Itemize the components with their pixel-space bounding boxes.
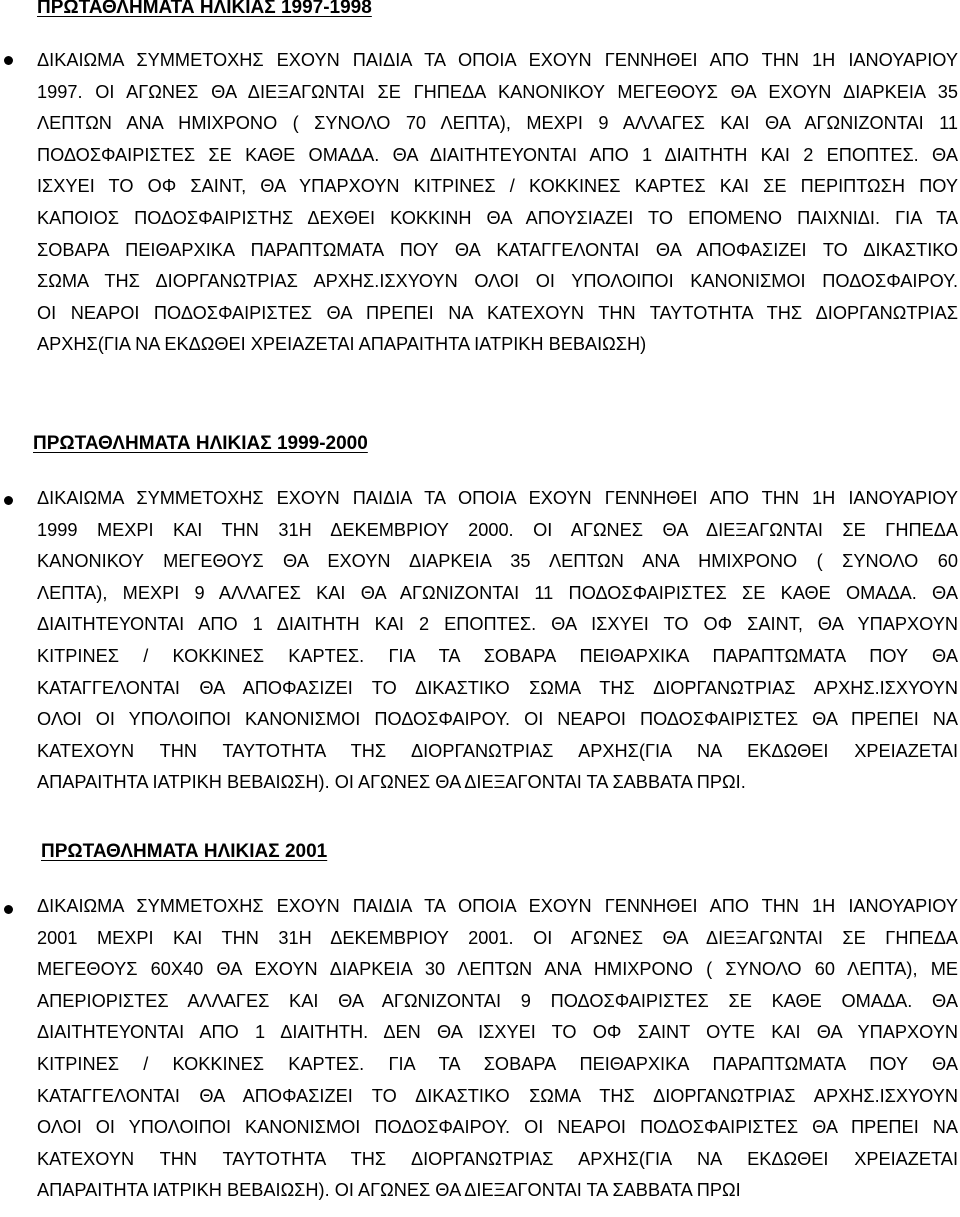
paragraph-line: ΔΙΑΙΤΗΤΕΥΟΝΤΑΙ ΑΠΟ 1 ΔΙΑΙΤΗΤΗ. ΔΕΝ ΘΑ ΙΣΧΥΕΙ ΤΟ ΟΦ ΣΑΙΝΤ ΟΥΤΕ ΚΑΙ ΘΑ ΥΠΑΡΧΟΥΝ (37, 1022, 958, 1043)
bullet-icon (4, 496, 13, 505)
paragraph-line: ΑΠΑΡΑΙΤΗΤΑ ΙΑΤΡΙΚΗ ΒΕΒΑΙΩΣΗ). ΟΙ ΑΓΩΝΕΣ ΘΑ ΔΙΕΞΑΓΟΝΤΑΙ ΤΑ ΣΑΒΒΑΤΑ ΠΡΩΙ (37, 1180, 741, 1201)
paragraph-line: ΑΡΧΗΣ(ΓΙΑ ΝΑ ΕΚΔΩΘΕΙ ΧΡΕΙΑΖΕΤΑΙ ΑΠΑΡΑΙΤΗΤΑ ΙΑΤΡΙΚΗ ΒΕΒΑΙΩΣΗ) (37, 334, 647, 355)
paragraph-line: ΠΟΔΟΣΦΑΙΡΙΣΤΕΣ ΣΕ ΚΑΘΕ ΟΜΑΔΑ. ΘΑ ΔΙΑΙΤΗΤΕΥΟΝΤΑΙ ΑΠΟ 1 ΔΙΑΙΤΗΤΗ ΚΑΙ 2 ΕΠΟΠΤΕΣ. ΘΑ (37, 144, 958, 165)
section-paragraph-1999-2000 (37, 483, 958, 799)
paragraph-line: ΟΙ ΝΕΑΡΟΙ ΠΟΔΟΣΦΑΙΡΙΣΤΕΣ ΘΑ ΠΡΕΠΕΙ ΝΑ ΚΑΤΕΧΟΥΝ ΤΗΝ ΤΑΥΤΟΤΗΤΑ ΤΗΣ ΔΙΟΡΓΑΝΩΤΡΙΑΣ (37, 302, 958, 323)
paragraph-line: ΚΙΤΡΙΝΕΣ / ΚΟΚΚΙΝΕΣ ΚΑΡΤΕΣ. ΓΙΑ ΤΑ ΣΟΒΑΡΑ ΠΕΙΘΑΡΧΙΚΑ ΠΑΡΑΠΤΩΜΑΤΑ ΠΟΥ ΘΑ (37, 1053, 958, 1074)
bullet-icon (4, 56, 13, 65)
paragraph-line: ΚΑΤΕΧΟΥΝ ΤΗΝ ΤΑΥΤΟΤΗΤΑ ΤΗΣ ΔΙΟΡΓΑΝΩΤΡΙΑΣ ΑΡΧΗΣ(ΓΙΑ ΝΑ ΕΚΔΩΘΕΙ ΧΡΕΙΑΖΕΤΑΙ (37, 1148, 958, 1169)
bullet-icon (4, 905, 13, 914)
paragraph-line: ΟΛΟΙ ΟΙ ΥΠΟΛΟΙΠΟΙ ΚΑΝΟΝΙΣΜΟΙ ΠΟΔΟΣΦΑΙΡΟΥ. ΟΙ ΝΕΑΡΟΙ ΠΟΔΟΣΦΑΙΡΙΣΤΕΣ ΘΑ ΠΡΕΠΕΙ ΝΑ (37, 1117, 958, 1138)
paragraph-line: ΚΑΠΟΙΟΣ ΠΟΔΟΣΦΑΙΡΙΣΤΗΣ ΔΕΧΘΕΙ ΚΟΚΚΙΝΗ ΘΑ ΑΠΟΥΣΙΑΖΕΙ ΤΟ ΕΠΟΜΕΝΟ ΠΑΙΧΝΙΔΙ. ΓΙΑ ΤΑ (37, 207, 958, 228)
paragraph-line: 2001 ΜΕΧΡΙ ΚΑΙ ΤΗΝ 31Η ΔΕΚΕΜΒΡΙΟΥ 2001. ΟΙ ΑΓΩΝΕΣ ΘΑ ΔΙΕΞΑΓΩΝΤΑΙ ΣΕ ΓΗΠΕΔΑ (37, 927, 958, 948)
section-heading-1997-1998: ΠΡΩΤΑΘΛΗΜΑΤΑ ΗΛΙΚΙΑΣ 1997-1998 (37, 0, 372, 18)
paragraph-line: ΑΠΕΡΙΟΡΙΣΤΕΣ ΑΛΛΑΓΕΣ ΚΑΙ ΘΑ ΑΓΩΝΙΖΟΝΤΑΙ 9 ΠΟΔΟΣΦΑΙΡΙΣΤΕΣ ΣΕ ΚΑΘΕ ΟΜΑΔΑ. ΘΑ (37, 990, 958, 1011)
paragraph-line: ΣΟΒΑΡΑ ΠΕΙΘΑΡΧΙΚΑ ΠΑΡΑΠΤΩΜΑΤΑ ΠΟΥ ΘΑ ΚΑΤΑΓΓΕΛΟΝΤΑΙ ΘΑ ΑΠΟΦΑΣΙΖΕΙ ΤΟ ΔΙΚΑΣΤΙΚΟ (37, 239, 958, 260)
paragraph-line: ΚΑΤΑΓΓΕΛΟΝΤΑΙ ΘΑ ΑΠΟΦΑΣΙΖΕΙ ΤΟ ΔΙΚΑΣΤΙΚΟ ΣΩΜΑ ΤΗΣ ΔΙΟΡΓΑΝΩΤΡΙΑΣ ΑΡΧΗΣ.ΙΣΧΥΟΥΝ (37, 1085, 958, 1106)
paragraph-line: ΔΙΚΑΙΩΜΑ ΣΥΜΜΕΤΟΧΗΣ ΕΧΟΥΝ ΠΑΙΔΙΑ ΤΑ ΟΠΟΙΑ ΕΧΟΥΝ ΓΕΝΝΗΘΕΙ ΑΠΟ ΤΗΝ 1Η ΙΑΝΟΥΑΡΙΟΥ (37, 50, 958, 70)
paragraph-line: ΑΠΑΡΑΙΤΗΤΑ ΙΑΤΡΙΚΗ ΒΕΒΑΙΩΣΗ). ΟΙ ΑΓΩΝΕΣ ΘΑ ΔΙΕΞΑΓΟΝΤΑΙ ΤΑ ΣΑΒΒΑΤΑ ΠΡΩΙ. (37, 772, 746, 793)
paragraph-line: ΛΕΠΤΩΝ ΑΝΑ ΗΜΙΧΡΟΝΟ ( ΣΥΝΟΛΟ 70 ΛΕΠΤΑ), ΜΕΧΡΙ 9 ΑΛΛΑΓΕΣ ΚΑΙ ΘΑ ΑΓΩΝΙΖΟΝΤΑΙ 11 (37, 113, 958, 134)
paragraph-line: ΜΕΓΕΘΟΥΣ 60Χ40 ΘΑ ΕΧΟΥΝ ΔΙΑΡΚΕΙΑ 30 ΛΕΠΤΩΝ ΑΝΑ ΗΜΙΧΡΟΝΟ ( ΣΥΝΟΛΟ 60 ΛΕΠΤΑ), ΜΕ (37, 959, 958, 980)
paragraph-line: ΟΛΟΙ ΟΙ ΥΠΟΛΟΙΠΟΙ ΚΑΝΟΝΙΣΜΟΙ ΠΟΔΟΣΦΑΙΡΟΥ. ΟΙ ΝΕΑΡΟΙ ΠΟΔΟΣΦΑΙΡΙΣΤΕΣ ΘΑ ΠΡΕΠΕΙ ΝΑ (37, 709, 958, 730)
paragraph-line: ΚΑΤΑΓΓΕΛΟΝΤΑΙ ΘΑ ΑΠΟΦΑΣΙΖΕΙ ΤΟ ΔΙΚΑΣΤΙΚΟ ΣΩΜΑ ΤΗΣ ΔΙΟΡΓΑΝΩΤΡΙΑΣ ΑΡΧΗΣ.ΙΣΧΥΟΥΝ (37, 677, 958, 698)
section-paragraph-2001 (37, 891, 958, 1207)
section-paragraph-1997-1998 (37, 45, 958, 361)
paragraph-line: ΚΑΤΕΧΟΥΝ ΤΗΝ ΤΑΥΤΟΤΗΤΑ ΤΗΣ ΔΙΟΡΓΑΝΩΤΡΙΑΣ ΑΡΧΗΣ(ΓΙΑ ΝΑ ΕΚΔΩΘΕΙ ΧΡΕΙΑΖΕΤΑΙ (37, 740, 958, 761)
section-heading-2001: ΠΡΩΤΑΘΛΗΜΑΤΑ ΗΛΙΚΙΑΣ 2001 (41, 841, 328, 862)
paragraph-line: 1999 ΜΕΧΡΙ ΚΑΙ ΤΗΝ 31Η ΔΕΚΕΜΒΡΙΟΥ 2000. ΟΙ ΑΓΩΝΕΣ ΘΑ ΔΙΕΞΑΓΩΝΤΑΙ ΣΕ ΓΗΠΕΔΑ (37, 519, 958, 540)
paragraph-line: ΚΑΝΟΝΙΚΟΥ ΜΕΓΕΘΟΥΣ ΘΑ ΕΧΟΥΝ ΔΙΑΡΚΕΙΑ 35 ΛΕΠΤΩΝ ΑΝΑ ΗΜΙΧΡΟΝΟ ( ΣΥΝΟΛΟ 60 (37, 551, 958, 572)
paragraph-line: ΔΙΚΑΙΩΜΑ ΣΥΜΜΕΤΟΧΗΣ ΕΧΟΥΝ ΠΑΙΔΙΑ ΤΑ ΟΠΟΙΑ ΕΧΟΥΝ ΓΕΝΝΗΘΕΙ ΑΠΟ ΤΗΝ 1Η ΙΑΝΟΥΑΡΙΟΥ (37, 896, 958, 916)
paragraph-line: ΙΣΧΥΕΙ ΤΟ ΟΦ ΣΑΙΝΤ, ΘΑ ΥΠΑΡΧΟΥΝ ΚΙΤΡΙΝΕΣ / ΚΟΚΚΙΝΕΣ ΚΑΡΤΕΣ ΚΑΙ ΣΕ ΠΕΡΙΠΤΩΣΗ ΠΟΥ (37, 176, 958, 197)
paragraph-line: ΣΩΜΑ ΤΗΣ ΔΙΟΡΓΑΝΩΤΡΙΑΣ ΑΡΧΗΣ.ΙΣΧΥΟΥΝ ΟΛΟΙ ΟΙ ΥΠΟΛΟΙΠΟΙ ΚΑΝΟΝΙΣΜΟΙ ΠΟΔΟΣΦΑΙΡΟΥ. (37, 271, 958, 292)
paragraph-line: ΚΙΤΡΙΝΕΣ / ΚΟΚΚΙΝΕΣ ΚΑΡΤΕΣ. ΓΙΑ ΤΑ ΣΟΒΑΡΑ ΠΕΙΘΑΡΧΙΚΑ ΠΑΡΑΠΤΩΜΑΤΑ ΠΟΥ ΘΑ (37, 645, 958, 666)
paragraph-line: ΛΕΠΤΑ), ΜΕΧΡΙ 9 ΑΛΛΑΓΕΣ ΚΑΙ ΘΑ ΑΓΩΝΙΖΟΝΤΑΙ 11 ΠΟΔΟΣΦΑΙΡΙΣΤΕΣ ΣΕ ΚΑΘΕ ΟΜΑΔΑ. ΘΑ (37, 582, 958, 603)
paragraph-line: ΔΙΚΑΙΩΜΑ ΣΥΜΜΕΤΟΧΗΣ ΕΧΟΥΝ ΠΑΙΔΙΑ ΤΑ ΟΠΟΙΑ ΕΧΟΥΝ ΓΕΝΝΗΘΕΙ ΑΠΟ ΤΗΝ 1Η ΙΑΝΟΥΑΡΙΟΥ (37, 488, 958, 508)
paragraph-line: ΔΙΑΙΤΗΤΕΥΟΝΤΑΙ ΑΠΟ 1 ΔΙΑΙΤΗΤΗ ΚΑΙ 2 ΕΠΟΠΤΕΣ. ΘΑ ΙΣΧΥΕΙ ΤΟ ΟΦ ΣΑΙΝΤ, ΘΑ ΥΠΑΡΧΟΥΝ (37, 614, 958, 635)
paragraph-line: 1997. ΟΙ ΑΓΩΝΕΣ ΘΑ ΔΙΕΞΑΓΩΝΤΑΙ ΣΕ ΓΗΠΕΔΑ ΚΑΝΟΝΙΚΟΥ ΜΕΓΕΘΟΥΣ ΘΑ ΕΧΟΥΝ ΔΙΑΡΚΕΙΑ 35 (37, 81, 958, 102)
section-heading-1999-2000: ΠΡΩΤΑΘΛΗΜΑΤΑ ΗΛΙΚΙΑΣ 1999-2000 (33, 433, 368, 454)
